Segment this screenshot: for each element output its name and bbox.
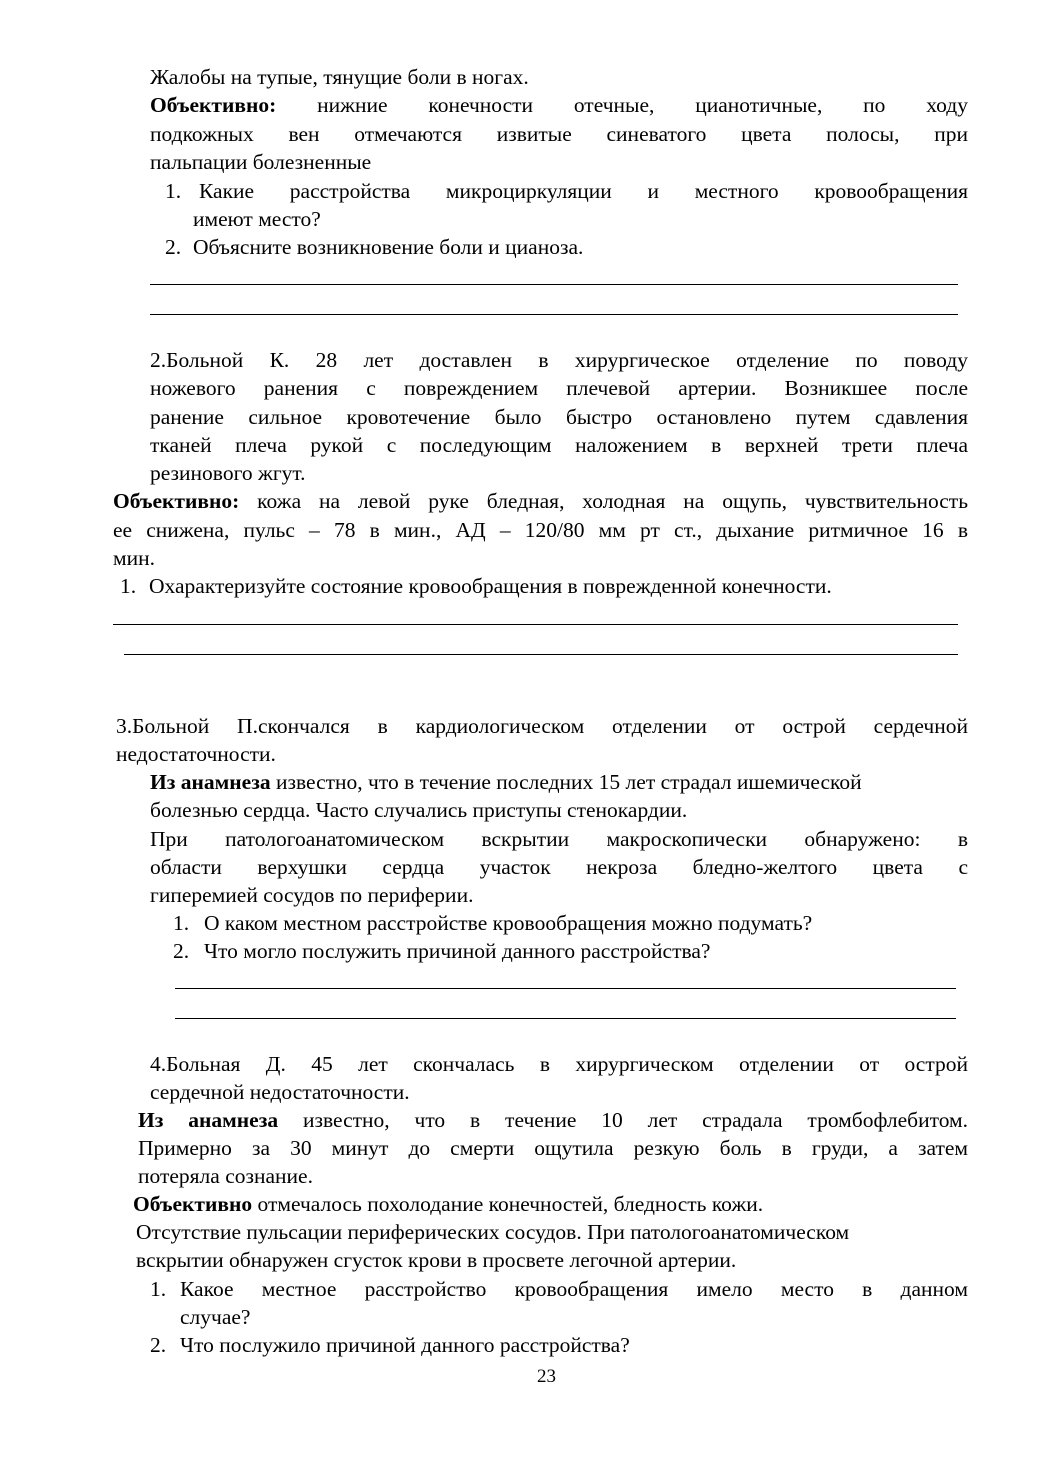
- answer-line: [175, 988, 956, 989]
- case2-objective-line-1: Объективно: кожа на левой руке бледная, холодная на ощупь, чувствительность: [113, 489, 969, 513]
- case4-objective-line-1: Объективно отмечалось похолодание конечностей, бледность кожи.: [133, 1192, 764, 1216]
- case4-question-1-line-2: случае?: [180, 1305, 251, 1329]
- anamnesis-label: Из анамнеза: [150, 770, 271, 794]
- case3-line-1: 3.Больной П.скончался в кардиологическом отделении от острой сердечной: [116, 714, 968, 738]
- answer-line: [124, 654, 958, 655]
- case3-question-2-number: 2.: [173, 939, 190, 963]
- case1-question-1-line-1: Какие расстройства микроциркуляции и местного кровообращения: [199, 179, 968, 203]
- case3-question-1-number: 1.: [173, 911, 190, 935]
- anamnesis-label: Из анамнеза: [138, 1108, 279, 1132]
- case4-question-2-line-1: Что послужило причиной данного расстройства?: [180, 1333, 630, 1357]
- page-number: 23: [537, 1366, 556, 1387]
- case2-line-2: ножевого ранения с повреждением плечевой артерии. Возникшее после: [150, 376, 968, 400]
- case4-autopsy-line-2: вскрытии обнаружен сгусток крови в просвете легочной артерии.: [136, 1248, 737, 1272]
- case2-question-1-number: 1.: [120, 574, 137, 598]
- case2-line-1: 2.Больной К. 28 лет доставлен в хирургическое отделение по поводу: [150, 348, 968, 372]
- answer-line: [150, 284, 958, 285]
- case2-question-1-line-1: Охарактеризуйте состояние кровообращения в поврежденной конечности.: [149, 574, 832, 598]
- case4-line-2: сердечной недостаточности.: [150, 1080, 410, 1104]
- case1-question-1-line-2: имеют место?: [193, 207, 321, 231]
- case3-question-1-line-1: О каком местном расстройстве кровообращения можно подумать?: [204, 911, 813, 935]
- case3-anamnesis-line-2: болезнью сердца. Часто случались приступы стенокардии.: [150, 798, 688, 822]
- case3-anamnesis-line-1: Из анамнеза известно, что в течение последних 15 лет страдал ишемической: [150, 770, 862, 794]
- case2-line-4: тканей плеча рукой с последующим наложением в верхней трети плеча: [150, 433, 968, 457]
- objective-label: Объективно:: [113, 489, 240, 513]
- case4-anamnesis-line-2: Примерно за 30 минут до смерти ощутила резкую боль в груди, а затем: [138, 1136, 968, 1160]
- case4-autopsy-line-1: Отсутствие пульсации периферических сосудов. При патологоанатомическом: [136, 1220, 850, 1244]
- answer-line: [175, 1018, 956, 1019]
- case1-complaint: Жалобы на тупые, тянущие боли в ногах.: [150, 65, 529, 89]
- case3-question-2-line-1: Что могло послужить причиной данного расстройства?: [204, 939, 711, 963]
- case4-anamnesis-line-1: Из анамнеза известно, что в течение 10 лет страдала тромбофлебитом.: [138, 1108, 969, 1132]
- case1-question-2-number: 2.: [165, 235, 182, 259]
- case2-objective-line-2: ее снижена, пульс – 78 в мин., АД – 120/80 мм рт ст., дыхание ритмичное 16 в: [113, 518, 968, 542]
- case3-autopsy-line-2: области верхушки сердца участок некроза бледно-желтого цвета с: [150, 855, 968, 879]
- case1-objective-line-2: подкожных вен отмечаются извитые синеватого цвета полосы, при: [150, 122, 968, 146]
- case1-question-1-number: 1.: [165, 179, 182, 203]
- case2-objective-line-3: мин.: [113, 546, 155, 570]
- case4-question-1-number: 1.: [150, 1277, 167, 1301]
- case2-line-5: резинового жгут.: [150, 461, 306, 485]
- case1-objective-line-1: Объективно: нижние конечности отечные, цианотичные, по ходу: [150, 93, 968, 117]
- case4-question-2-number: 2.: [150, 1333, 167, 1357]
- case3-line-2: недостаточности.: [116, 742, 276, 766]
- case4-line-1: 4.Больная Д. 45 лет скончалась в хирургическом отделении от острой: [150, 1052, 968, 1076]
- case2-line-3: ранение сильное кровотечение было быстро остановлено путем сдавления: [150, 405, 968, 429]
- case4-anamnesis-line-3: потеряла сознание.: [138, 1164, 313, 1188]
- objective-label: Объективно: [133, 1192, 253, 1216]
- case3-autopsy-line-3: гиперемией сосудов по периферии.: [150, 883, 474, 907]
- objective-label: Объективно:: [150, 93, 277, 117]
- answer-line: [150, 314, 958, 315]
- case4-question-1-line-1: Какое местное расстройство кровообращения имело место в данном: [180, 1277, 968, 1301]
- case1-objective-line-3: пальпации болезненные: [150, 150, 372, 174]
- case1-question-2-line-1: Объясните возникновение боли и цианоза.: [193, 235, 584, 259]
- case3-autopsy-line-1: При патологоанатомическом вскрытии макроскопически обнаружено: в: [150, 827, 968, 851]
- answer-line: [113, 624, 958, 625]
